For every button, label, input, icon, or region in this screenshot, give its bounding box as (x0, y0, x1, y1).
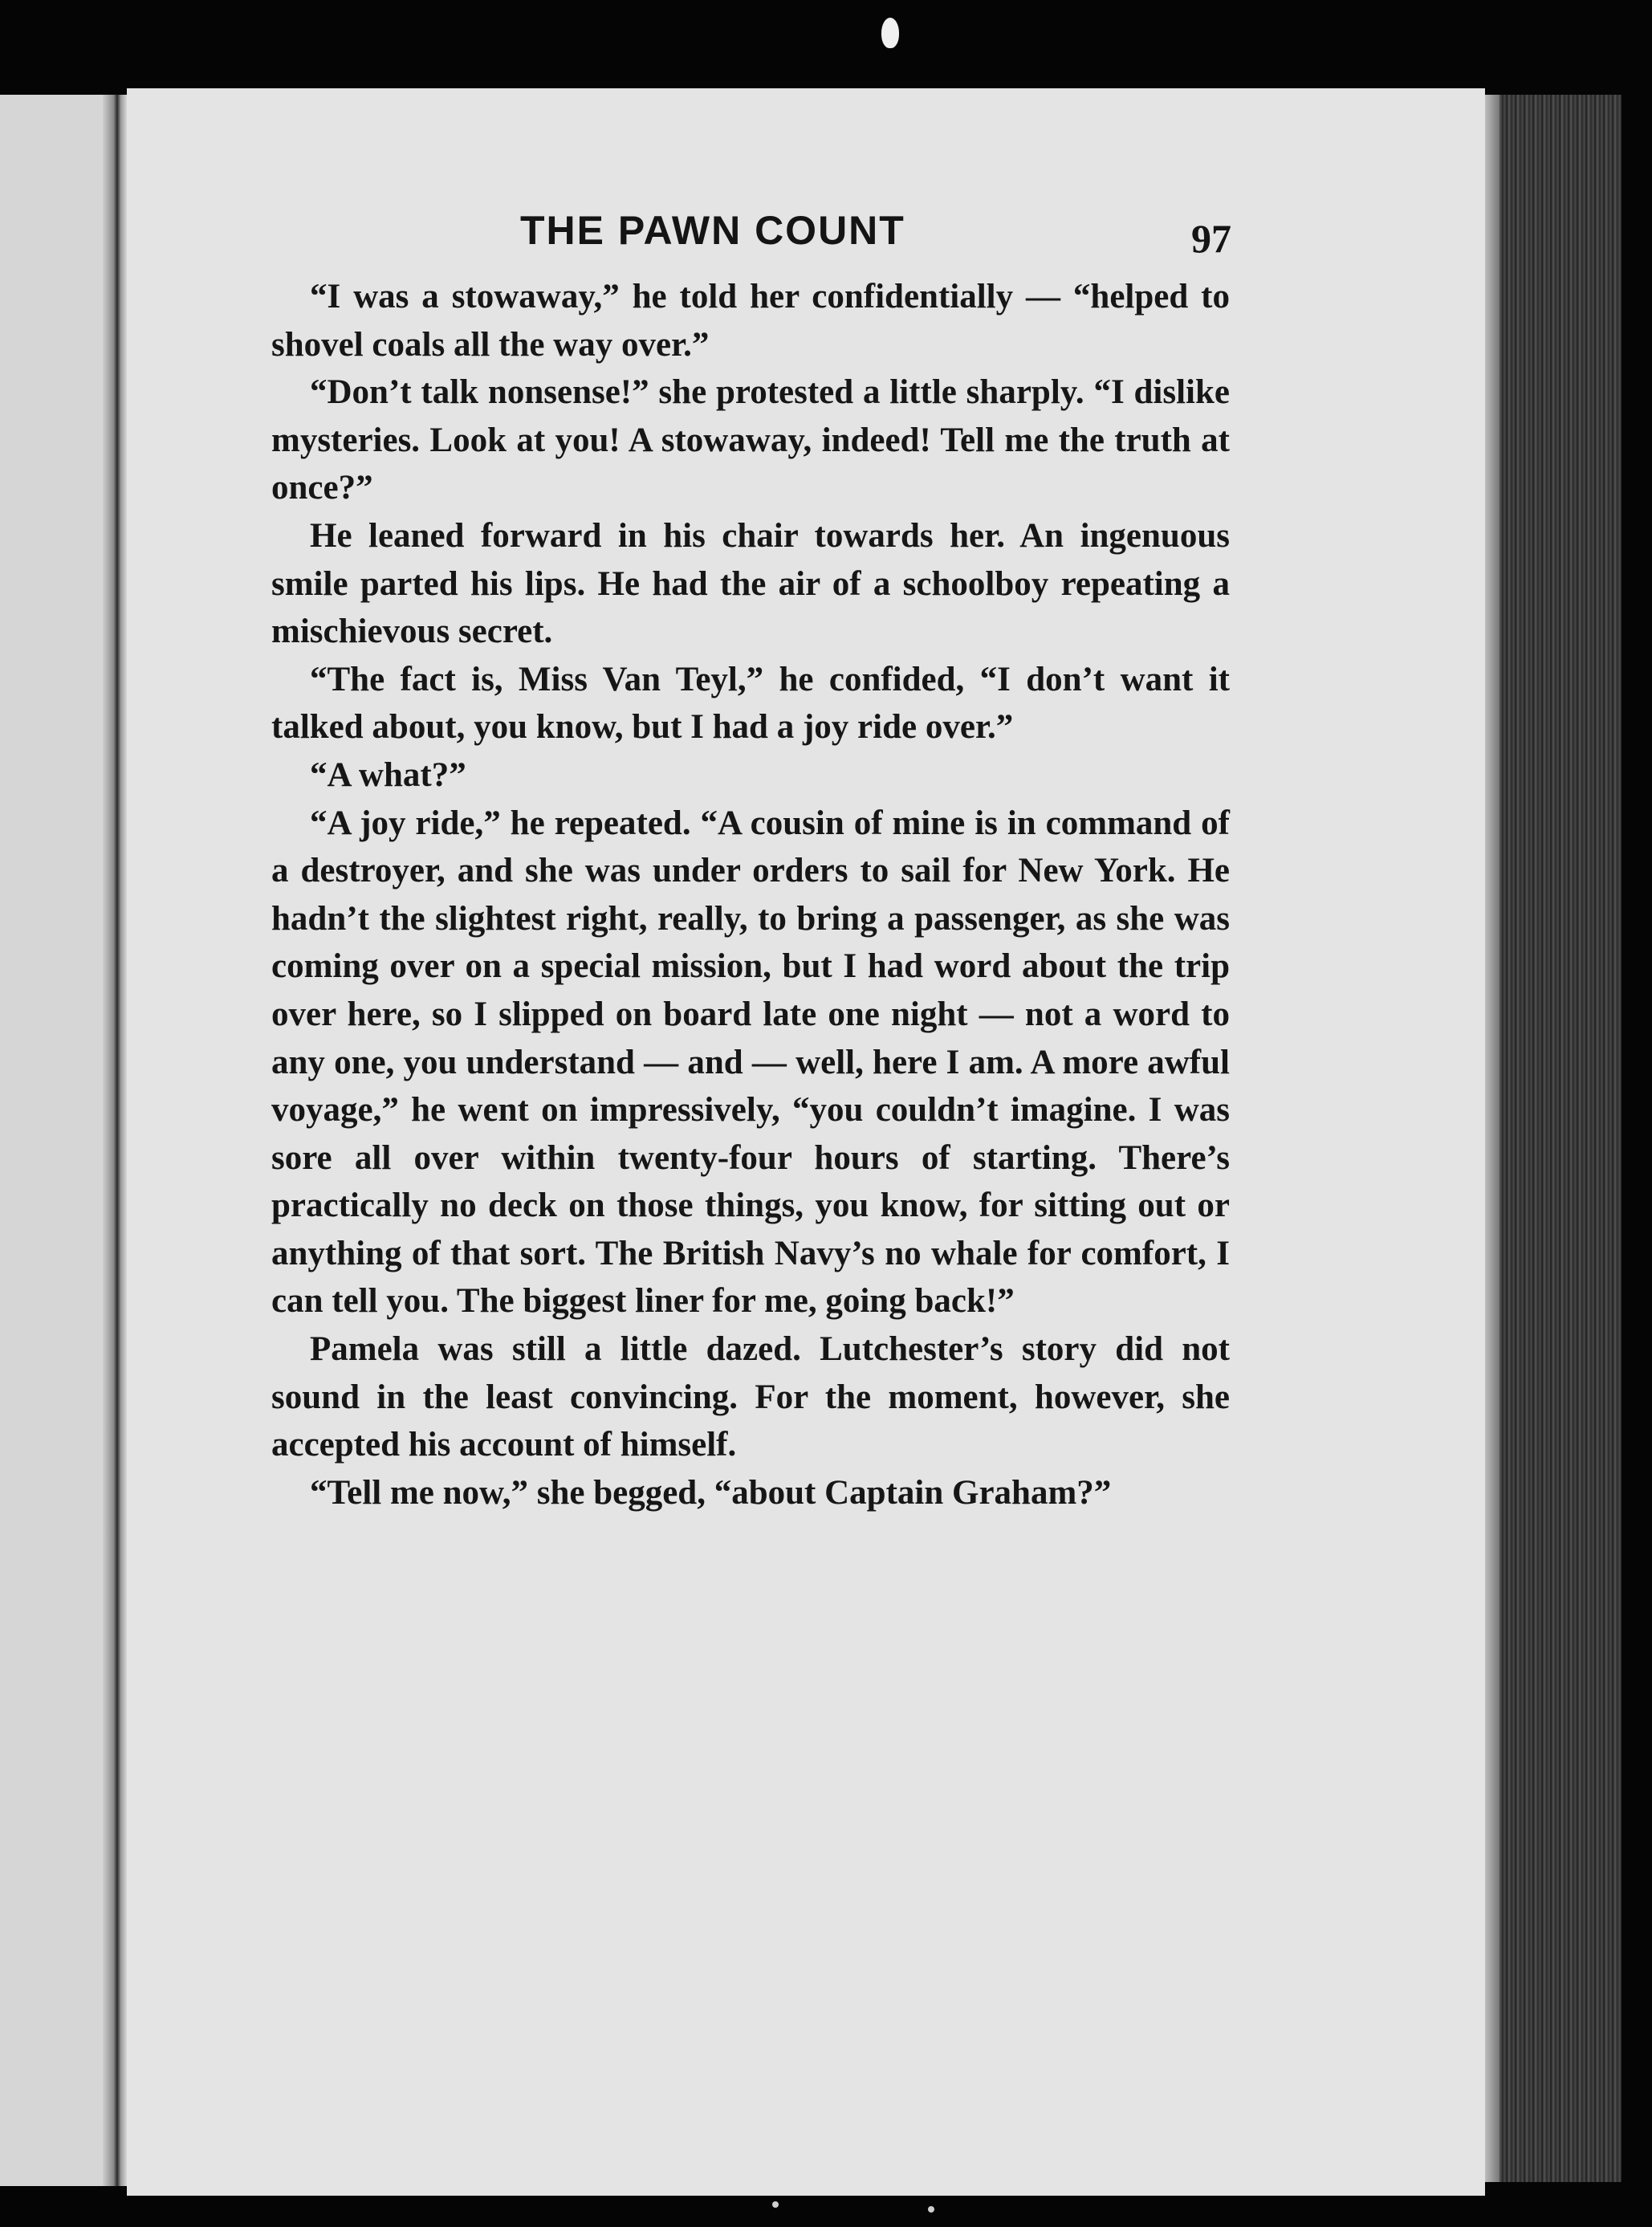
page-stack-edge (1485, 95, 1621, 2182)
paragraph: He leaned forward in his chair towards her. An ingenuous smile parted his lips. He had the air of a schoolboy repeating a mischievous secret. (271, 516, 1230, 651)
scan-dot (772, 2201, 779, 2208)
paragraph: “A joy ride,” he repeated. “A cousin of mine is in command of a destroyer, and she was under orders to sail for New York. He hadn’t the slightest right, really, to bring a passenger, as she was coming over on a special mission, but I had word about the trip over here, so I slipped on board late one night — not a word to any one, you understand — and — well, here I am. A more awful voyage,” he went on impressively, “you couldn’t imagine. I was sore all over within twenty-four hours of starting. There’s practically no deck on those things, you know, for sitting out or anything of that sort. The British Navy’s no whale for comfort, I can tell you. The biggest liner for me, going back!” (271, 804, 1230, 1321)
paragraph: “Don’t talk nonsense!” she protested a little sharply. “I dislike mysteries. Look at you! A stowaway, indeed! Tell me the truth at once?” (271, 373, 1230, 507)
paragraph: “The fact is, Miss Van Teyl,” he confided, “I don’t want it talked about, you know, but I had a joy ride over.” (271, 660, 1230, 747)
scan-dot (928, 2206, 934, 2213)
scan-mark (881, 18, 899, 48)
facing-page-edge (0, 95, 114, 2186)
running-head: THE PAWN COUNT (520, 208, 905, 253)
paragraph: Pamela was still a little dazed. Lutchester’s story did not sound in the least convincing. For the moment, however, she accepted his account of himself. (271, 1330, 1230, 1464)
body-text (271, 273, 1230, 1517)
paragraph: “A what?” (310, 755, 466, 794)
page-number: 97 (1191, 216, 1231, 261)
book-gutter (103, 95, 127, 2186)
paragraph: “Tell me now,” she begged, “about Captain Graham?” (310, 1473, 1112, 1512)
paragraph: “I was a stowaway,” he told her confidentially — “helped to shovel coals all the way over.” (271, 278, 1230, 364)
page-stack-highlight (1485, 95, 1499, 2182)
